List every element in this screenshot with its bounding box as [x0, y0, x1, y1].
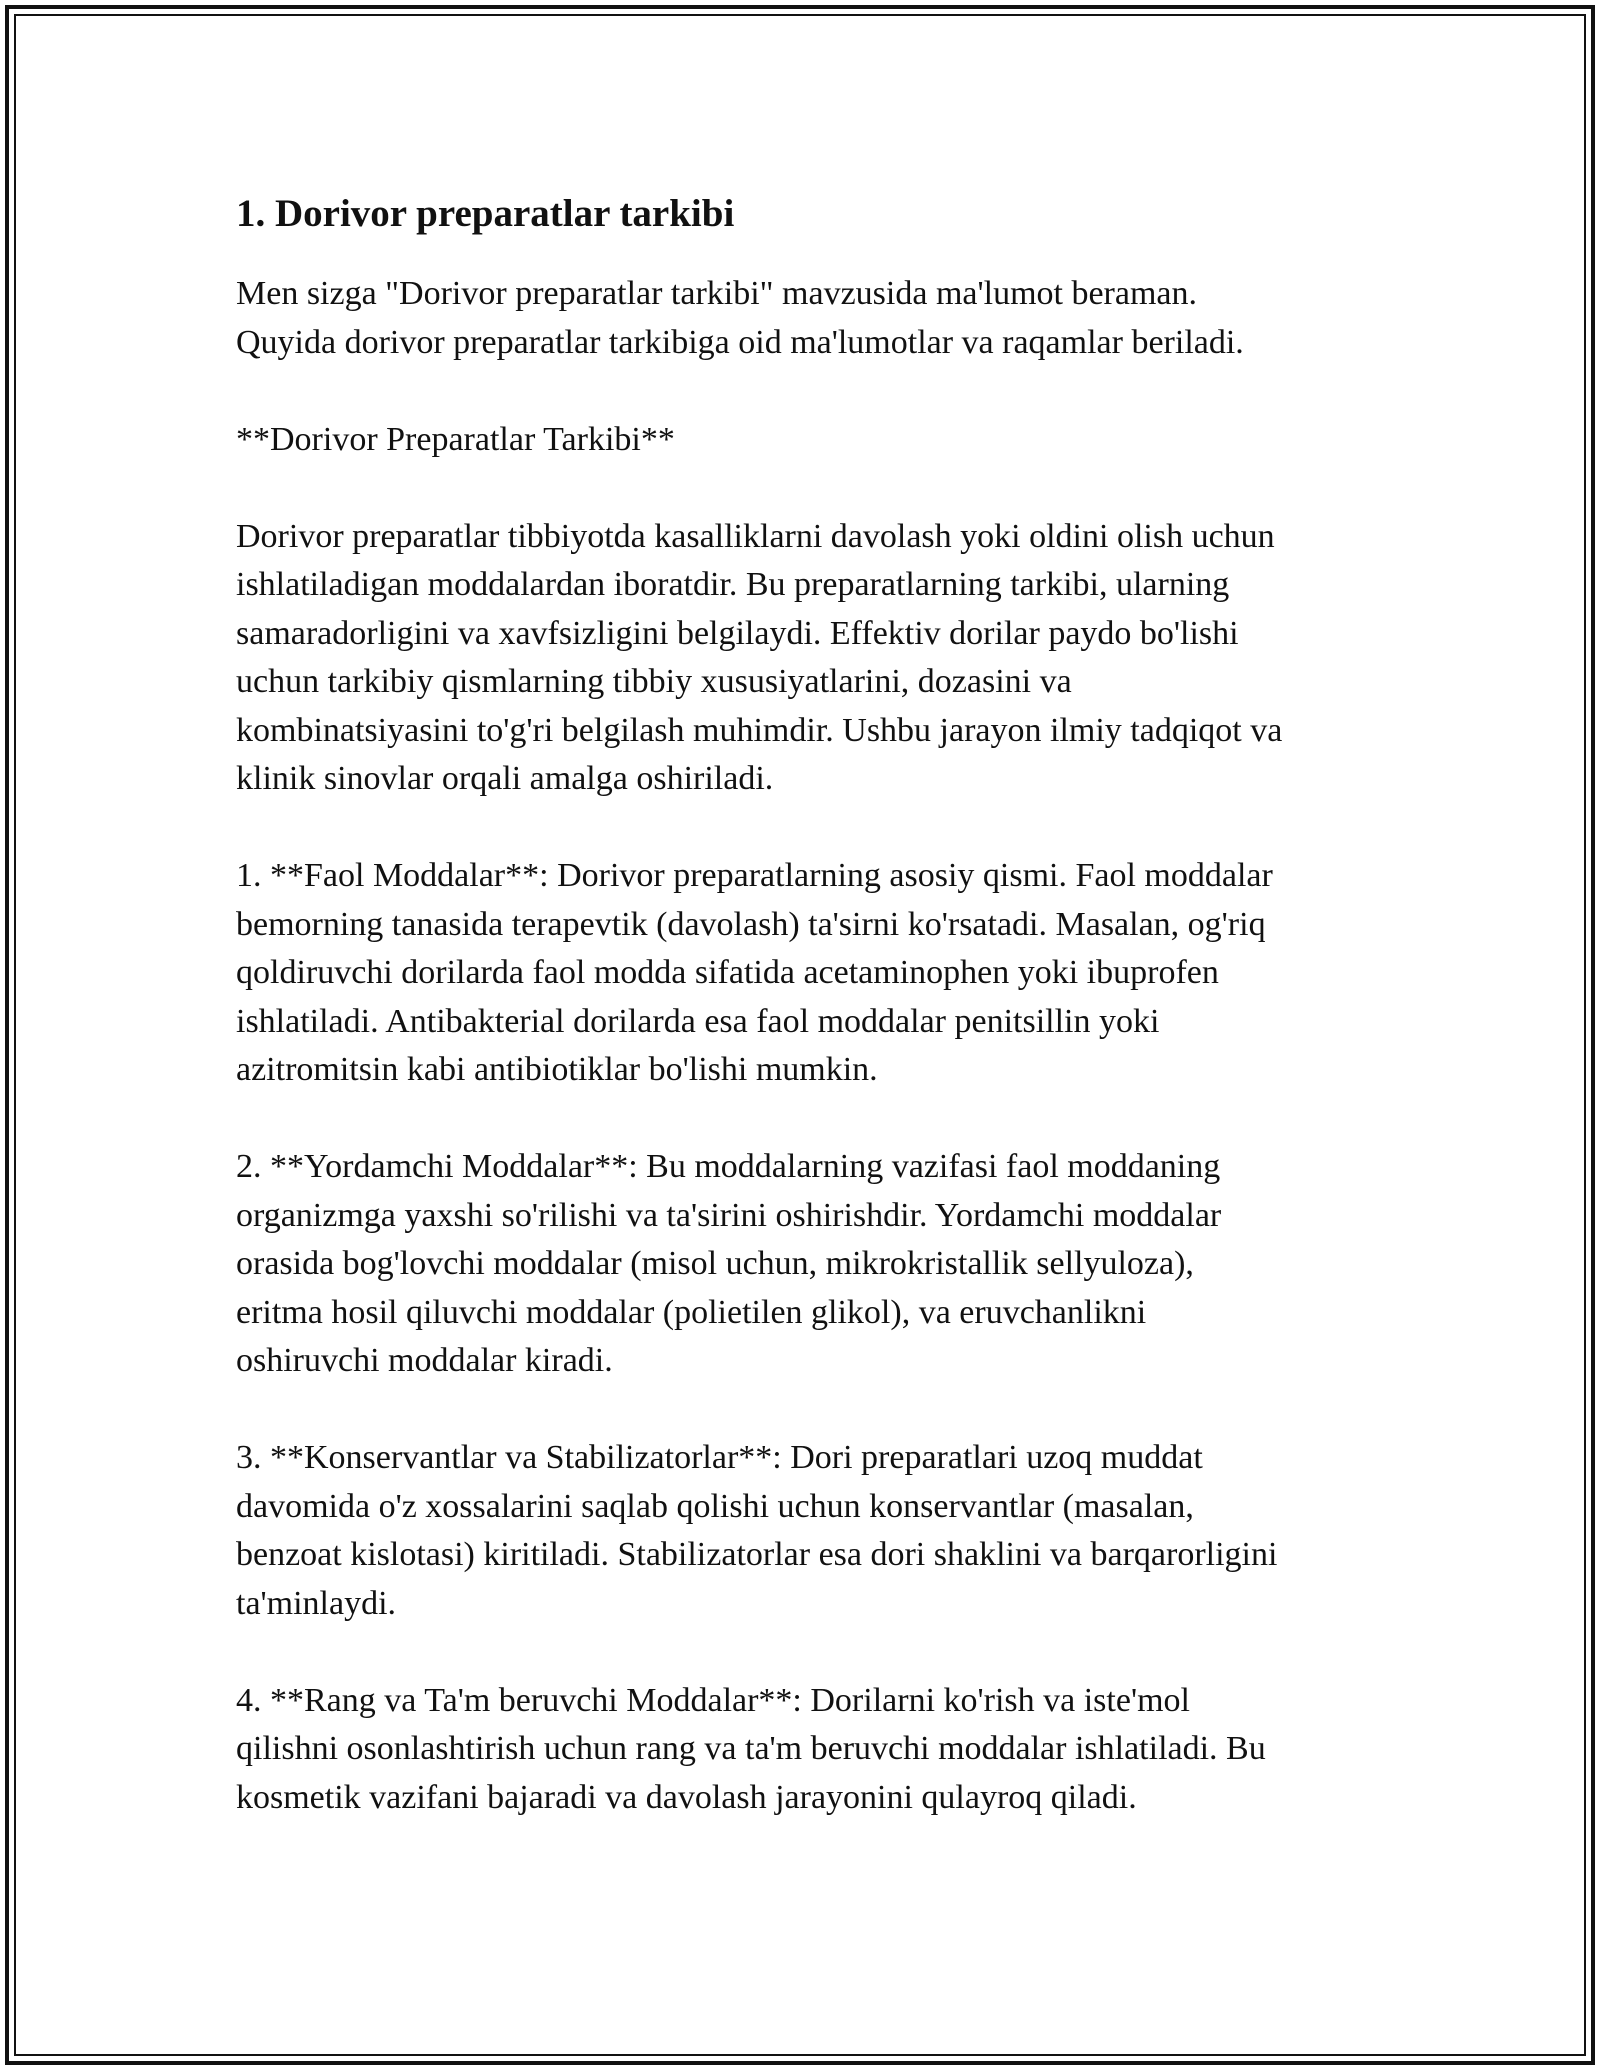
document-title: 1. Dorivor preparatlar tarkibi — [236, 192, 735, 235]
document-body — [236, 186, 1396, 1871]
active-substances-paragraph: 1. **Faol Moddalar**: Dorivor preparatlarning asosiy qismi. Faol moddalar bemorning tanasida terapevtik (davolash) ta'sirni ko'rsatadi. Masalan, og'riq qoldiruvchi dorilarda faol modda sifatida acetaminophen yoki ibuprofen ishlatiladi. Antibakterial dorilarda esa faol moddalar penitsillin yoki azitromitsin kabi antibiotiklar bo'lishi mumkin. — [236, 857, 1273, 1088]
overview-paragraph: Dorivor preparatlar tibbiyotda kasalliklarni davolash yoki oldini olish uchun ishlatiladigan moddalardan iboratdir. Bu preparatlarning tarkibi, ularning samaradorligini va xavfsizligini belgilaydi. Effektiv dorilar paydo bo'lishi uchun tarkibiy qismlarning tibbiy xususiyatlarini, dozasini va kombinatsiyasini to'g'ri belgilash muhimdir. Ushbu jarayon ilmiy tadqiqot va klinik sinovlar orqali amalga oshiriladi. — [236, 517, 1283, 797]
auxiliary-substances-paragraph: 2. **Yordamchi Moddalar**: Bu moddalarning vazifasi faol moddaning organizmga yaxshi so'rilishi va ta'sirini oshirishdir. Yordamchi moddalar orasida bog'lovchi moddalar (misol uchun, mikrokristallik sellyuloza), eritma hosil qiluvchi moddalar (polietilen glikol), va eruvchanlikni oshiruvchi moddalar kiradi. — [236, 1148, 1222, 1379]
section-heading-paragraph: **Dorivor Preparatlar Tarkibi** — [236, 420, 675, 458]
color-taste-paragraph: 4. **Rang va Ta'm beruvchi Moddalar**: Dorilarni ko'rish va iste'mol qilishni osonlashtirish uchun rang va ta'm beruvchi moddalar ishlatiladi. Bu kosmetik vazifani bajaradi va davolash jarayonini qulayroq qiladi. — [236, 1681, 1266, 1816]
preservatives-paragraph: 3. **Konservantlar va Stabilizatorlar**: Dori preparatlari uzoq muddat davomida o'z xossalarini saqlab qolishi uchun konservantlar (masalan, benzoat kislotasi) kiritiladi. Stabilizatorlar esa dori shaklini va barqarorligini ta'minlaydi. — [236, 1439, 1278, 1622]
intro-paragraph: Men sizga "Dorivor preparatlar tarkibi" mavzusida ma'lumot beraman. Quyida dorivor preparatlar tarkibiga oid ma'lumotlar va raqamlar beriladi. — [236, 275, 1244, 361]
